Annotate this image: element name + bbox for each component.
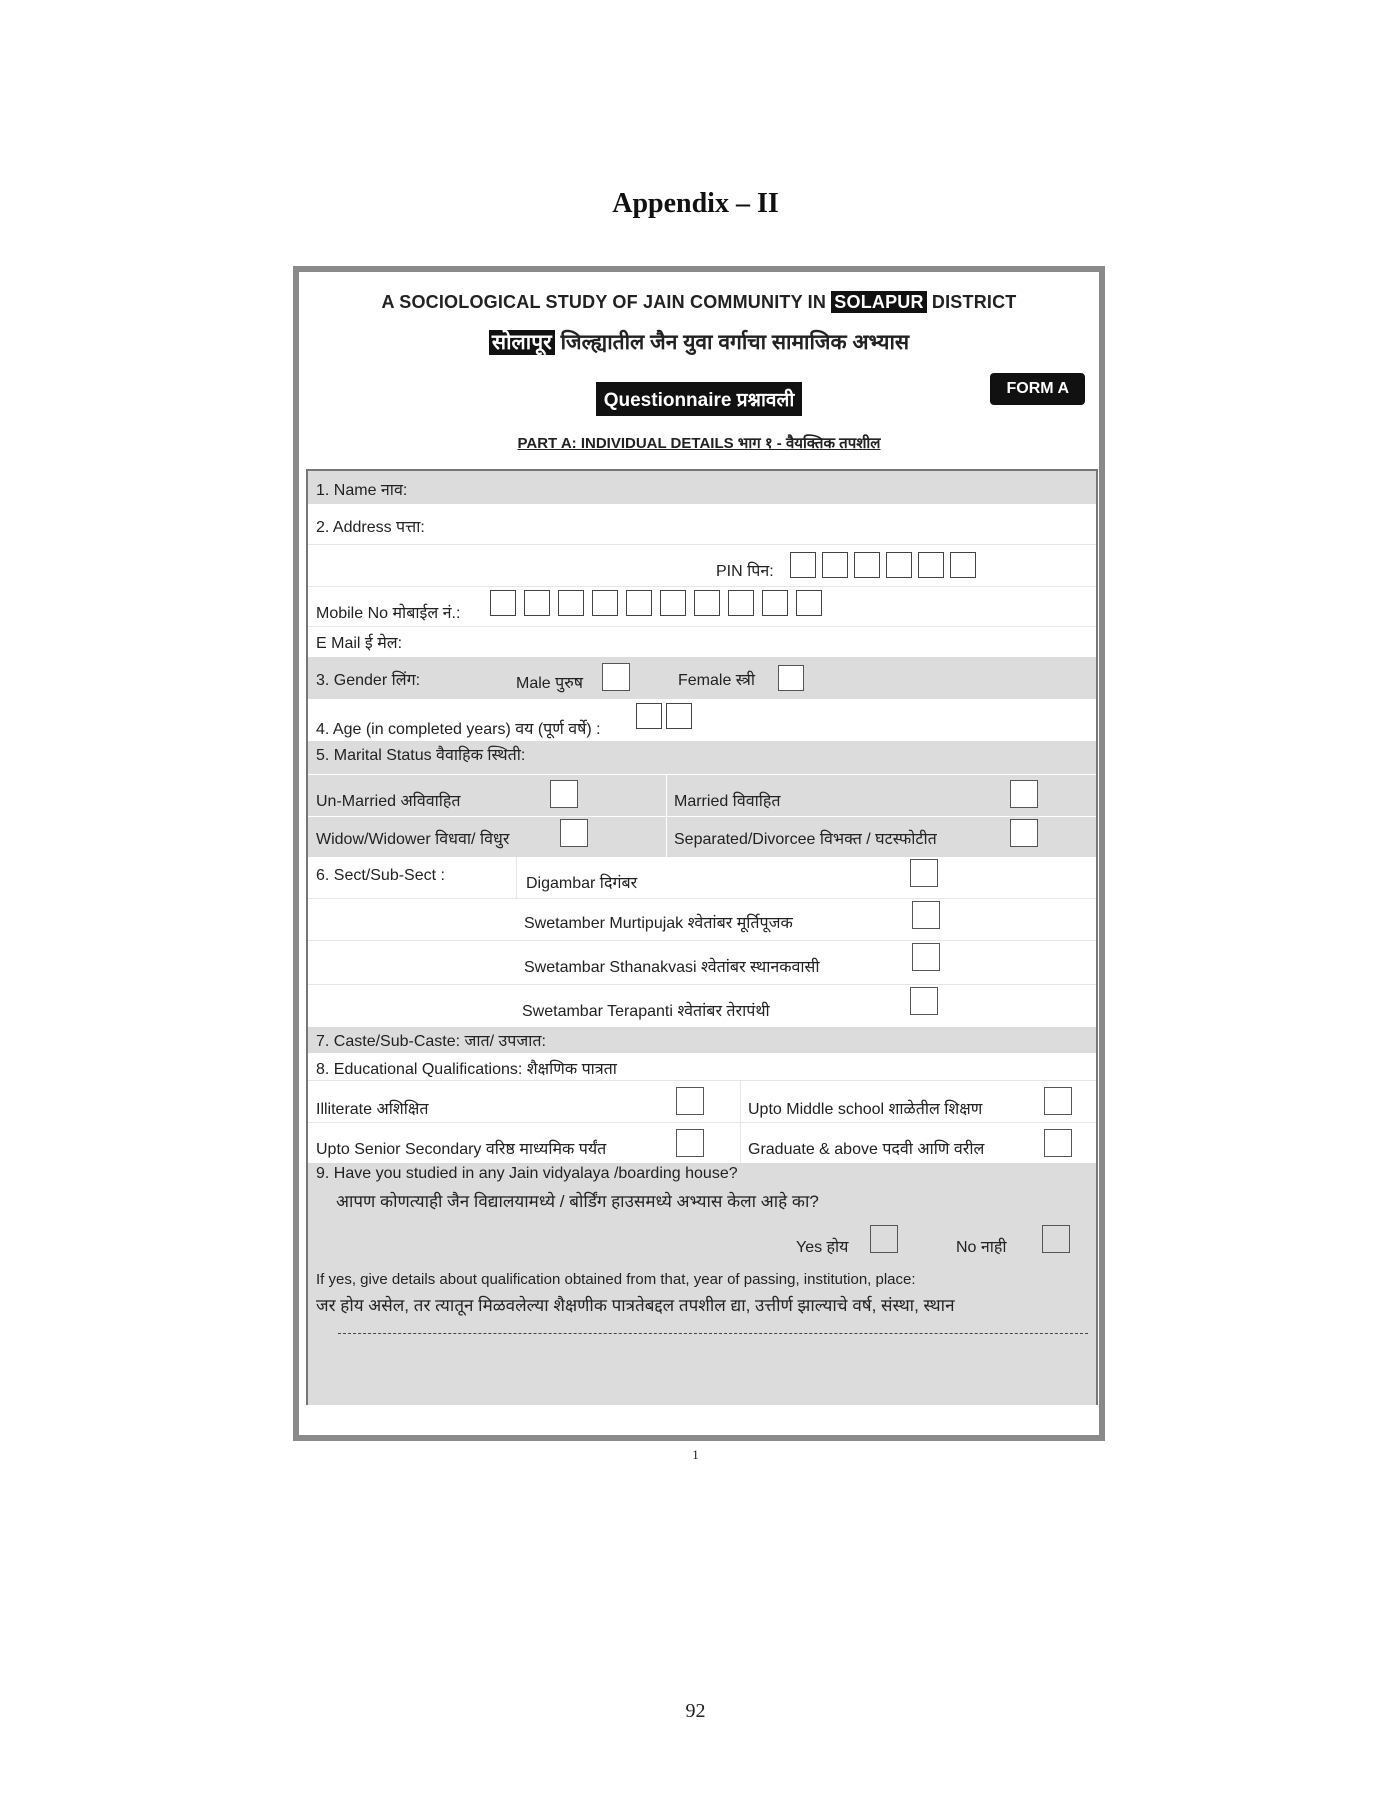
- mobile-digit-box[interactable]: [626, 590, 652, 616]
- education-row: [308, 1053, 1096, 1081]
- sect-row-terapanti: [308, 985, 1096, 1027]
- terapanti-checkbox[interactable]: [910, 987, 938, 1015]
- appendix-title: Appendix – II: [612, 188, 779, 219]
- terapanti-label: Swetambar Terapanti श्वेतांबर तेरापंथी: [522, 1003, 770, 1020]
- caste-label: 7. Caste/Sub-Caste: जात/ उपजात:: [316, 1033, 546, 1050]
- mobile-label: Mobile No मोबाईल नं.:: [316, 605, 461, 622]
- male-label: Male पुरुष: [516, 675, 584, 692]
- pin-label: PIN पिन:: [716, 563, 774, 580]
- questionnaire-heading: Questionnaire प्रश्नावली: [299, 382, 1099, 416]
- study-title-english: A SOCIOLOGICAL STUDY OF JAIN COMMUNITY IN SOLAPUR DISTRICT: [381, 292, 1017, 312]
- pin-boxes[interactable]: [790, 552, 976, 578]
- inner-page-number: 1: [692, 1447, 699, 1462]
- sect-row-murtipujak: [308, 899, 1096, 941]
- middle-school-label: Upto Middle school शाळेतील शिक्षण: [748, 1101, 983, 1118]
- address-label: 2. Address पत्ता:: [316, 519, 425, 536]
- illiterate-checkbox[interactable]: [676, 1087, 704, 1115]
- married-label: Married विवाहित: [674, 793, 781, 810]
- column-divider: [740, 1081, 741, 1122]
- middle-school-checkbox[interactable]: [1044, 1087, 1072, 1115]
- mobile-digit-box[interactable]: [524, 590, 550, 616]
- age-boxes[interactable]: [636, 703, 692, 729]
- no-checkbox[interactable]: [1042, 1225, 1070, 1253]
- marital-status-label: 5. Marital Status वैवाहिक स्थिती:: [316, 747, 526, 764]
- illiterate-label: Illiterate अशिक्षित: [316, 1101, 429, 1118]
- separated-checkbox[interactable]: [1010, 819, 1038, 847]
- marital-status-row: [308, 741, 1096, 775]
- unmarried-label: Un-Married अविवाहित: [316, 793, 461, 810]
- no-label: No नाही: [956, 1239, 1007, 1256]
- q9-label-english: 9. Have you studied in any Jain vidyalaya /boarding house?: [316, 1165, 738, 1182]
- widow-checkbox[interactable]: [560, 819, 588, 847]
- female-label: Female स्त्री: [678, 672, 755, 689]
- pin-row: [308, 545, 1096, 587]
- caste-row[interactable]: [308, 1027, 1096, 1053]
- column-divider: [740, 1123, 741, 1163]
- email-label: E Mail ई मेल:: [316, 635, 403, 652]
- sthanakvasi-checkbox[interactable]: [912, 943, 940, 971]
- sect-label: 6. Sect/Sub-Sect :: [316, 867, 445, 884]
- education-options-row-2: [308, 1123, 1096, 1163]
- unmarried-checkbox[interactable]: [550, 780, 578, 808]
- mobile-digit-box[interactable]: [490, 590, 516, 616]
- education-options-row-1: [308, 1081, 1096, 1123]
- mobile-digit-box[interactable]: [592, 590, 618, 616]
- yes-checkbox[interactable]: [870, 1225, 898, 1253]
- name-label: 1. Name नाव:: [316, 482, 408, 499]
- female-checkbox[interactable]: [778, 665, 804, 691]
- questionnaire-form-frame: [293, 266, 1105, 1441]
- form-a-badge: FORM A: [990, 373, 1085, 405]
- sect-row-digambar: [308, 857, 1096, 899]
- email-row[interactable]: [308, 627, 1096, 657]
- column-divider: [666, 775, 667, 816]
- answer-line[interactable]: [338, 1333, 1088, 1334]
- digambar-checkbox[interactable]: [910, 859, 938, 887]
- part-a-heading: PART A: INDIVIDUAL DETAILS भाग १ - वैयक्तिक तपशील: [517, 435, 881, 452]
- column-divider: [666, 817, 667, 857]
- gender-row: [308, 657, 1096, 699]
- mobile-digit-box[interactable]: [728, 590, 754, 616]
- senior-secondary-label: Upto Senior Secondary वरिष्ठ माध्यमिक पर्यंत: [316, 1141, 607, 1158]
- married-checkbox[interactable]: [1010, 780, 1038, 808]
- individual-details-table: [306, 469, 1098, 1405]
- education-label: 8. Educational Qualifications: शैक्षणिक पात्रता: [316, 1061, 617, 1078]
- senior-secondary-checkbox[interactable]: [676, 1129, 704, 1157]
- solapur-highlight: SOLAPUR: [831, 291, 926, 313]
- column-divider: [516, 857, 517, 898]
- widow-label: Widow/Widower विधवा/ विधुर: [316, 831, 510, 848]
- pin-digit-box[interactable]: [950, 552, 976, 578]
- marital-options-row-2: [308, 817, 1096, 857]
- age-digit-box[interactable]: [636, 703, 662, 729]
- pin-digit-box[interactable]: [822, 552, 848, 578]
- mobile-digit-box[interactable]: [762, 590, 788, 616]
- pin-digit-box[interactable]: [886, 552, 912, 578]
- digambar-label: Digambar दिगंबर: [526, 875, 638, 892]
- pin-digit-box[interactable]: [854, 552, 880, 578]
- q9-label-marathi: आपण कोणत्याही जैन विद्यालयामध्ये / बोर्डिंग हाउसमध्ये अभ्यास केला आहे का?: [336, 1192, 819, 1211]
- yes-label: Yes होय: [796, 1239, 849, 1256]
- male-checkbox[interactable]: [602, 663, 630, 691]
- age-row: [308, 699, 1096, 741]
- jain-vidyalaya-section: [308, 1163, 1096, 1405]
- if-yes-label-english: If yes, give details about qualification obtained from that, year of passing, institution, place:: [316, 1271, 916, 1288]
- graduate-label: Graduate & above पदवी आणि वरील: [748, 1141, 985, 1158]
- mobile-digit-box[interactable]: [660, 590, 686, 616]
- murtipujak-label: Swetamber Murtipujak श्वेतांबर मूर्तिपूजक: [524, 915, 793, 932]
- murtipujak-checkbox[interactable]: [912, 901, 940, 929]
- sect-row-sthanakvasi: [308, 941, 1096, 985]
- gender-label: 3. Gender लिंग:: [316, 672, 421, 689]
- sthanakvasi-label: Swetambar Sthanakvasi श्वेतांबर स्थानकवासी: [524, 959, 820, 976]
- page-number: 92: [685, 1700, 706, 1722]
- mobile-row: [308, 587, 1096, 627]
- mobile-digit-box[interactable]: [694, 590, 720, 616]
- graduate-checkbox[interactable]: [1044, 1129, 1072, 1157]
- mobile-digit-box[interactable]: [558, 590, 584, 616]
- address-row[interactable]: [308, 505, 1096, 545]
- pin-digit-box[interactable]: [918, 552, 944, 578]
- study-title-marathi: सोलापूर जिल्ह्यातील जैन युवा वर्गाचा सामाजिक अभ्यास: [299, 328, 1099, 356]
- mobile-digit-box[interactable]: [796, 590, 822, 616]
- if-yes-label-marathi: जर होय असेल, तर त्यातून मिळवलेल्या शैक्षणीक पात्रतेबद्दल तपशील द्या, उत्तीर्ण झाल्याचे वर्ष, संस्था, स्थान: [316, 1296, 955, 1315]
- age-label: 4. Age (in completed years) वय (पूर्ण वर्षे) :: [316, 721, 601, 738]
- separated-label: Separated/Divorcee विभक्त / घटस्फोटीत: [674, 831, 937, 848]
- name-row[interactable]: [308, 471, 1096, 505]
- mobile-boxes[interactable]: [490, 590, 822, 616]
- pin-digit-box[interactable]: [790, 552, 816, 578]
- marital-options-row-1: [308, 775, 1096, 817]
- age-digit-box[interactable]: [666, 703, 692, 729]
